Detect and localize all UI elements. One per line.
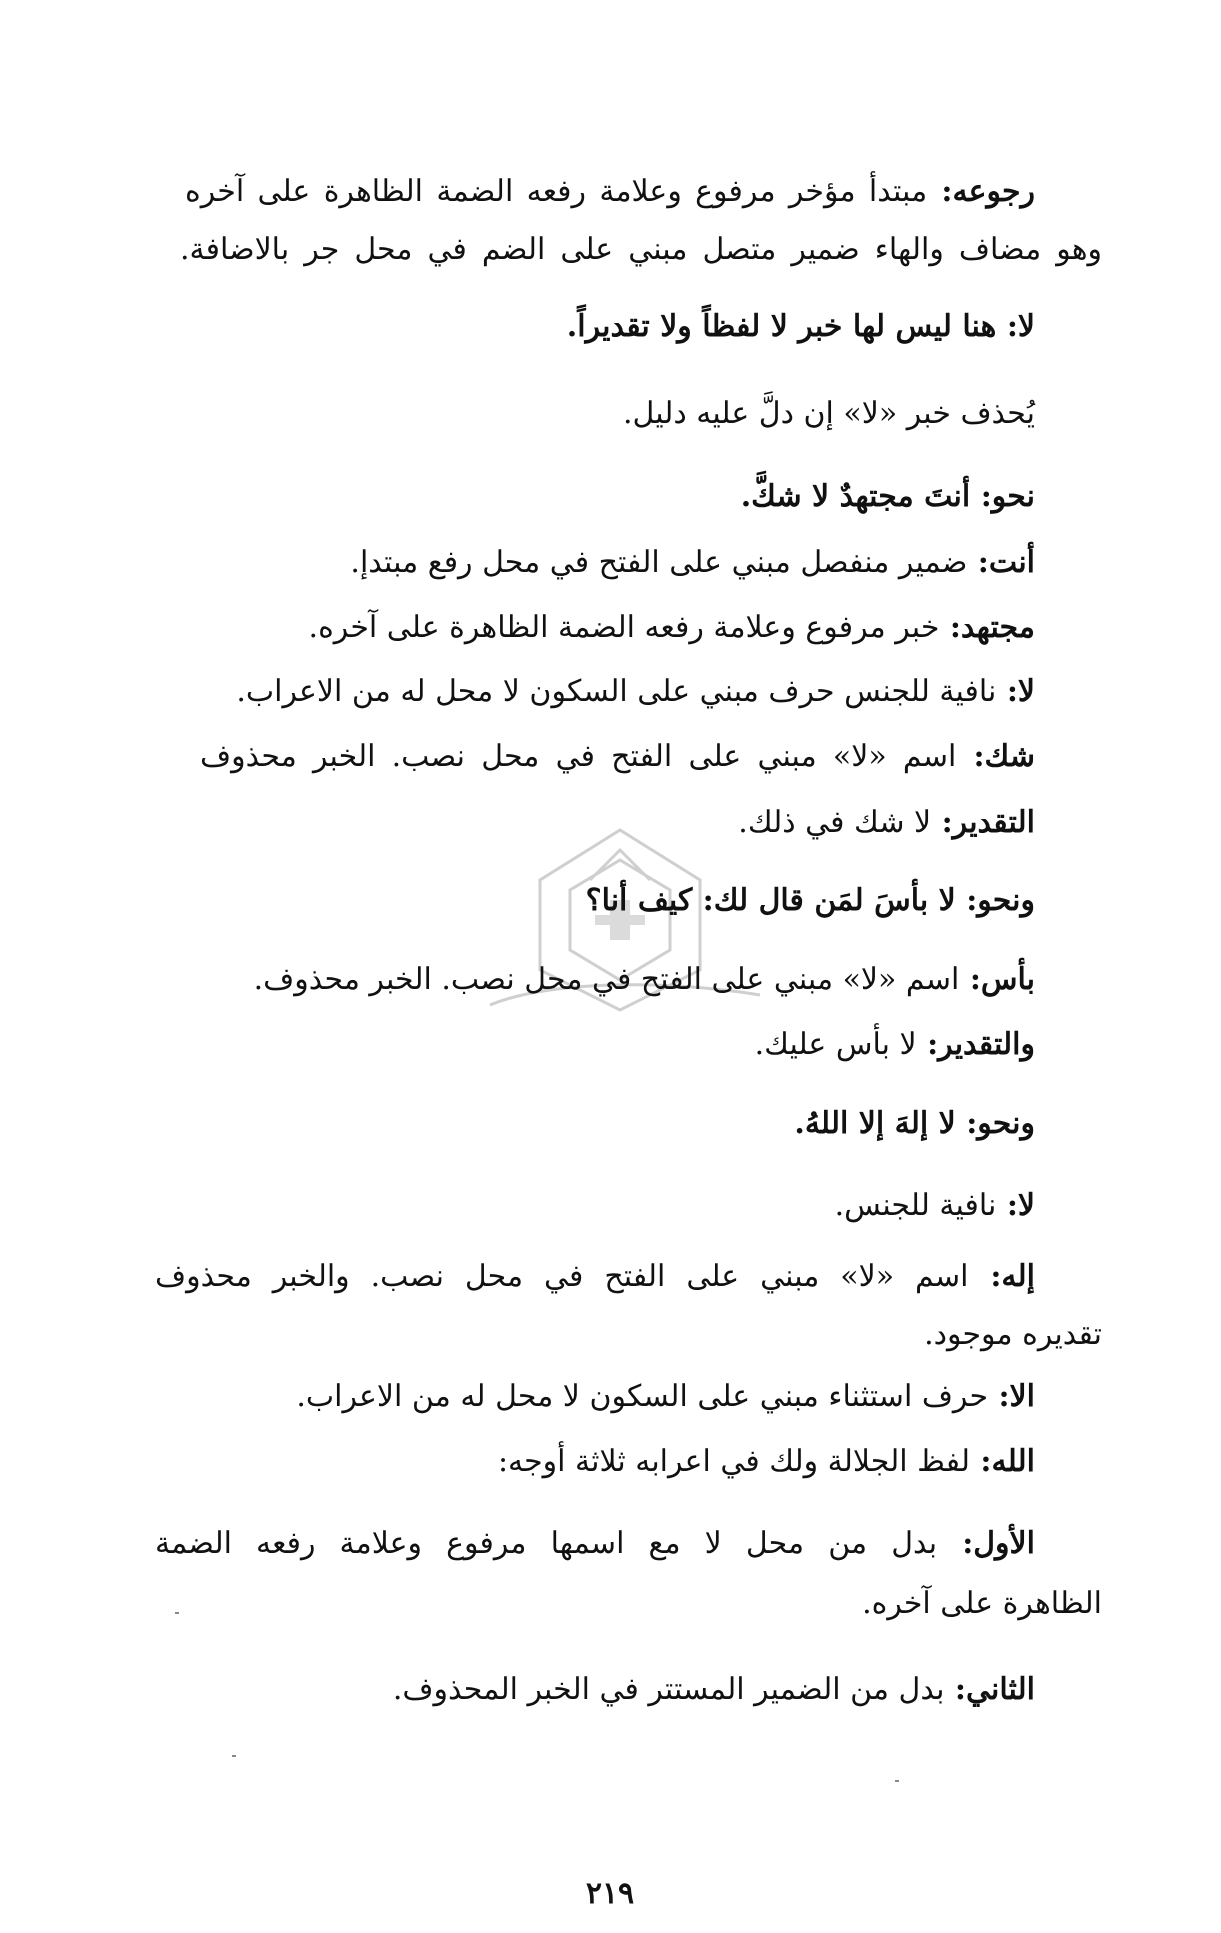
line-label: الثاني: — [954, 1672, 1035, 1707]
line-label: ونحو: — [966, 1106, 1035, 1141]
text-line-22 — [392, 1668, 1035, 1712]
line-text: لا إلهَ إلا اللهُ. — [794, 1106, 956, 1141]
line-label: بأس: — [969, 962, 1035, 997]
text-line-16 — [155, 1255, 1035, 1299]
text-line-3 — [360, 305, 1035, 349]
line-label: رجوعه: — [941, 174, 1035, 209]
page-number: ٢١٩ — [585, 1876, 635, 1911]
line-label: مجتهد: — [949, 610, 1035, 645]
text-line-20 — [155, 1522, 1035, 1566]
line-label: لا: — [1006, 674, 1035, 709]
line-label: إله: — [990, 1259, 1035, 1294]
line-text: نافية للجنس. — [834, 1188, 997, 1223]
text-line-15 — [800, 1184, 1035, 1228]
line-label: الأول: — [962, 1526, 1035, 1561]
text-line-14 — [740, 1102, 1035, 1146]
line-text: خبر مرفوع وعلامة رفعه الضمة الظاهرة على آخره. — [308, 610, 940, 645]
text-line-18 — [235, 1375, 1035, 1419]
line-label: لا: — [1006, 1188, 1035, 1223]
line-label: التقدير: — [941, 805, 1035, 840]
line-text: الظاهرة على آخره. — [862, 1586, 1102, 1621]
line-text: اسم «لا» مبني على الفتح في محل نصب. الخبر محذوف — [200, 739, 957, 774]
line-label: أنت: — [977, 545, 1035, 580]
line-label: لا: — [1006, 309, 1035, 344]
line-text: لفظ الجلالة ولك في اعرابه ثلاثة أوجه: — [497, 1444, 970, 1479]
text-line-12 — [195, 958, 1035, 1002]
text-line-4 — [500, 392, 1035, 436]
line-text: ضمير منفصل مبني على الفتح في محل رفع مبتدإ. — [350, 545, 968, 580]
line-text: تقديره موجود. — [924, 1317, 1102, 1352]
line-text: مبتدأ مؤخر مرفوع وعلامة رفعه الضمة الظاهرة على آخره — [185, 174, 928, 209]
line-label: الا: — [998, 1379, 1035, 1414]
text-line-19 — [497, 1440, 1035, 1484]
line-text: أنتَ مجتهدٌ لا شكَّ. — [740, 479, 971, 514]
text-line-11 — [510, 879, 1035, 923]
text-line-13 — [680, 1023, 1035, 1067]
line-text: هنا ليس لها خبر لا لفظاً ولا تقديراً. — [566, 309, 997, 344]
scan-speck — [175, 1612, 179, 1614]
scan-speck — [232, 1755, 236, 1757]
text-line-5 — [520, 475, 1035, 519]
text-line-8 — [160, 670, 1035, 714]
line-label: ونحو: — [966, 883, 1035, 918]
line-text: وهو مضاف والهاء ضمير متصل مبني على الضم في محل جر بالاضافة. — [180, 232, 1102, 267]
line-text: اسم «لا» مبني على الفتح في محل نصب. والخبر محذوف — [155, 1259, 969, 1294]
line-text: نافية للجنس حرف مبني على السكون لا محل له من الاعراب. — [236, 674, 997, 709]
text-line-9 — [200, 735, 1035, 779]
line-text: يُحذف خبر «لا» إن دلَّ عليه دليل. — [622, 396, 1035, 431]
line-label: نحو: — [980, 479, 1035, 514]
line-label: شك: — [973, 739, 1035, 774]
text-line-1 — [185, 170, 1035, 214]
line-text: اسم «لا» مبني على الفتح في محل نصب. الخبر محذوف. — [253, 962, 960, 997]
text-line-6 — [260, 541, 1035, 585]
line-text: حرف استثناء مبني على السكون لا محل له من الاعراب. — [296, 1379, 989, 1414]
text-line-10 — [680, 801, 1035, 845]
text-line-17 — [860, 1313, 1102, 1357]
text-line-7 — [240, 606, 1035, 650]
line-label: والتقدير: — [927, 1027, 1035, 1062]
text-line-2 — [180, 228, 1102, 272]
line-text: بدل من محل لا مع اسمها مرفوع وعلامة رفعه الضمة — [155, 1526, 938, 1561]
line-label: الله: — [980, 1444, 1035, 1479]
line-text: لا شك في ذلك. — [738, 805, 932, 840]
text-line-21 — [860, 1582, 1102, 1626]
line-text: لا بأسَ لمَن قال لك: كيف أنا؟ — [585, 883, 956, 918]
line-text: لا بأس عليك. — [754, 1027, 917, 1062]
line-text: بدل من الضمير المستتر في الخبر المحذوف. — [392, 1672, 945, 1707]
scan-speck — [895, 1780, 899, 1782]
